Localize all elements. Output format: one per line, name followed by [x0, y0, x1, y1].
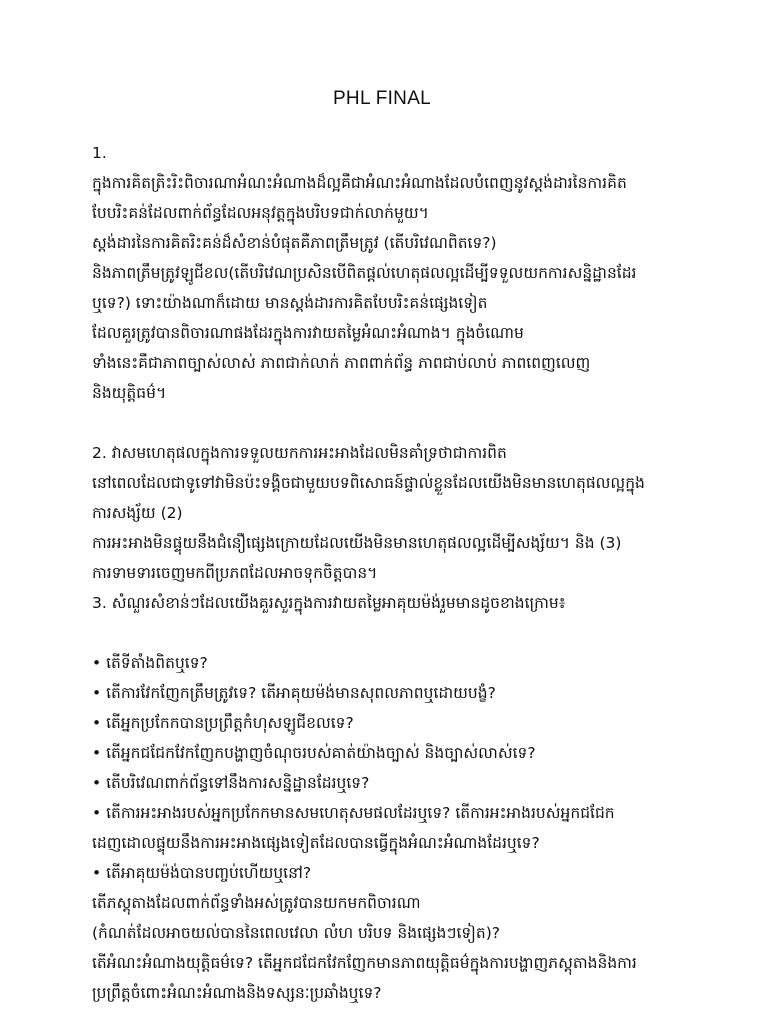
text-line: ស្តង់ដារនៃការគិតរិះគន់ដ៏សំខាន់បំផុតគឺភាពត្រឹមត្រូវ (តើបរិវេណពិតទេ?) — [92, 234, 497, 252]
text-line: និងយុត្តិធម៌។ — [92, 384, 167, 402]
section-2 — [92, 438, 672, 618]
bullet-item: • តើអ្នកប្រកែកបានប្រព្រឹត្តកំហុសឡូជីខលទេ? — [92, 714, 354, 732]
text-line: ប្រព្រឹត្តចំពោះអំណះអំណាងនិងទស្សនៈប្រឆាំងឬទេ? — [92, 984, 382, 1002]
section-1 — [92, 138, 672, 408]
text-line: ទាំងនេះគឺជាភាពច្បាស់លាស់ ភាពជាក់លាក់ ភាពពាក់ព័ន្ធ ភាពជាប់លាប់ ភាពពេញលេញ — [92, 354, 591, 372]
bullet-item: • តើបរិវេណពាក់ព័ន្ធទៅនឹងការសន្និដ្ឋានដែរឬទេ? — [92, 774, 370, 792]
bullet-item: • តើការអះអាងរបស់អ្នកប្រកែកមានសមហេតុសមផលដែរឬទេ? តើការអះអាងរបស់អ្នកជជែក — [92, 804, 615, 822]
text-line: (កំណត់ដែលអាចយល់បាននៃពេលវេលា លំហ បរិបទ និងផ្សេងៗទៀត)? — [92, 924, 500, 942]
text-line: 3. សំណួរសំខាន់ៗដែលយើងគួរសួរក្នុងការវាយតម្លៃអាគុយម៉ង់រួមមានដូចខាងក្រោម៖ — [92, 594, 566, 612]
section-1-number: 1. — [92, 144, 107, 162]
text-line: ដេញដោលផ្ទុយនឹងការអះអាងផ្សេងទៀតដែលបានធ្វើក្នុងអំណះអំណាងដែរឬទេ? — [92, 834, 540, 852]
bullet-item: • តើការវែកញែកត្រឹមត្រូវទេ? តើអាគុយម៉ង់មានសុពលភាពឬដោយបង្ខំ? — [92, 684, 496, 702]
paragraph-gap — [92, 618, 672, 648]
text-line: ឬទេ?) ទោះយ៉ាងណាក៏ដោយ មានស្តង់ដារការគិតបែបរិះគន់ផ្សេងទៀត — [92, 294, 488, 312]
text-line: បែបរិះគន់ដែលពាក់ព័ន្ធដែលអនុវត្តក្នុងបរិបទជាក់លាក់មួយ។ — [92, 204, 429, 222]
text-line: តើអំណះអំណាងយុត្តិធម៌ទេ? តើអ្នកជជែកវែកញែកមានភាពយុត្តិធម៌ក្នុងការបង្ហាញភស្តុតាងនិងការ — [92, 954, 637, 972]
section-3-questions — [92, 648, 672, 1008]
text-line: ការទាមទារចេញមកពីប្រភពដែលអាចទុកចិត្តបាន។ — [92, 564, 378, 582]
bullet-item: • តើអ្នកជជែកវែកញែកបង្ហាញចំណុចរបស់គាត់យ៉ាងច្បាស់ និងច្បាស់លាស់ទេ? — [92, 744, 536, 762]
text-line: ដែលគួរត្រូវបានពិចារណាផងដែរក្នុងការវាយតម្លៃអំណះអំណាង។ ក្នុងចំណោម — [92, 324, 524, 342]
text-line: 2. វាសមហេតុផលក្នុងការទទួលយកការអះអាងដែលមិនគាំទ្រថាជាការពិត — [92, 444, 507, 462]
bullet-item: • តើអាគុយម៉ង់បានបញ្ចប់ហើយឬនៅ? — [92, 864, 312, 882]
bullet-item: • តើទីតាំងពិតឬទេ? — [92, 654, 208, 672]
text-line: ការសង្ស័យ (2) — [92, 504, 183, 522]
text-line: នៅពេលដែលជាទូទៅវាមិនប៉ះទង្គិចជាមួយបទពិសោធន៍ផ្ទាល់ខ្លួនដែលយើងមិនមានហេតុផលល្អក្នុង — [92, 474, 645, 492]
document-title: PHL FINAL — [332, 88, 432, 109]
text-line: និងភាពត្រឹមត្រូវឡូជីខល(តើបរិវេណប្រសិនបើពិតផ្តល់ហេតុផលល្អដើម្បីទទួលយកការសន្និដ្ឋានដែរ — [92, 264, 637, 282]
text-line: ក្នុងការគិតត្រិះរិះពិចារណាអំណះអំណាងដ៏ល្អគឺជាអំណះអំណាងដែលបំពេញនូវស្តង់ដារនៃការគិត — [92, 174, 627, 192]
text-line: តើភស្តុតាងដែលពាក់ព័ន្ធទាំងអស់ត្រូវបានយកមកពិចារណា — [92, 894, 421, 912]
text-line: ការអះអាងមិនផ្ទុយនឹងជំនឿផ្សេងក្រោយដែលយើងមិនមានហេតុផលល្អដើម្បីសង្ស័យ។ និង (3) — [92, 534, 622, 552]
paragraph-gap — [92, 408, 672, 438]
